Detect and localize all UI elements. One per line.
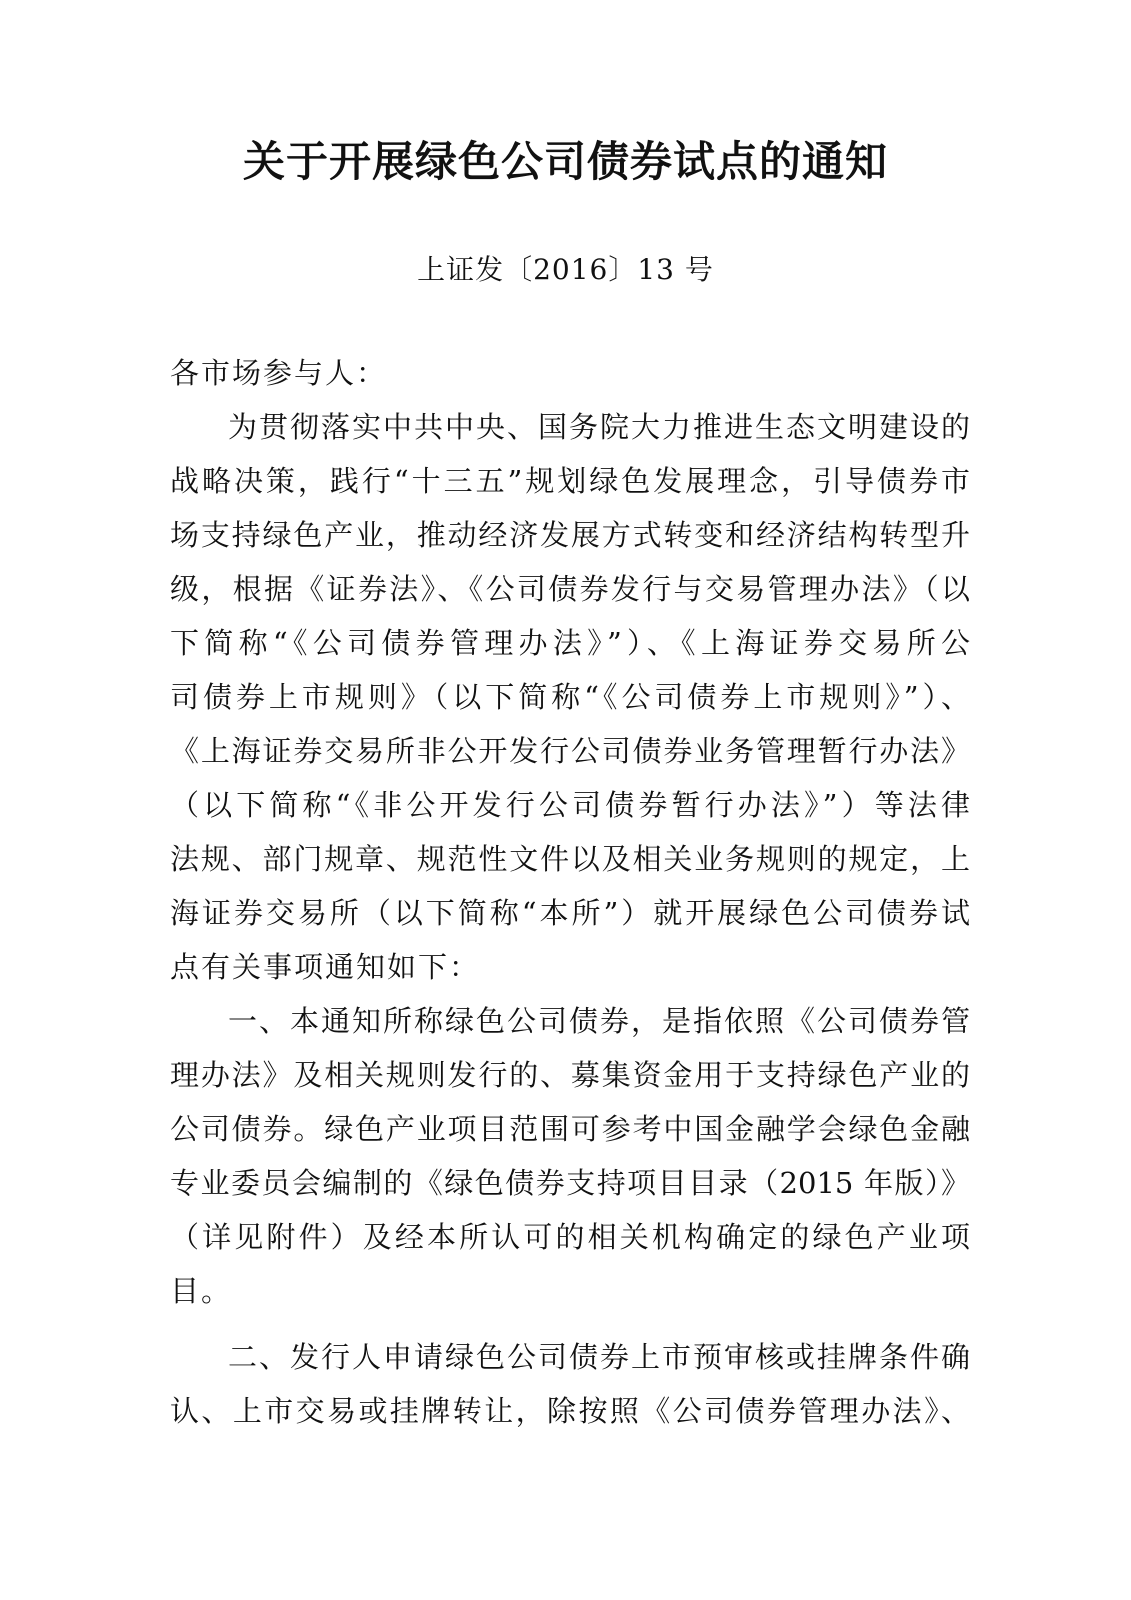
paragraph-1-line: 为贯彻落实中共中央、国务院大力推进生态文明建设的 [228,410,970,444]
paragraph-2-line: （详见附件）及经本所认可的相关机构确定的绿色产业项 [170,1220,970,1254]
paragraph-2-line: 专业委员会编制的《绿色债券支持项目目录（2015 年版）》 [170,1166,970,1200]
salutation: 各市场参与人： [170,356,388,390]
paragraph-1-line: 点有关事项通知如下： [170,950,481,984]
paragraph-1-line: 战略决策，践行“十三五”规划绿色发展理念，引导债券市 [170,464,970,498]
document-title: 关于开展绿色公司债券试点的通知 [242,137,888,186]
paragraph-2-line: 一、本通知所称绿色公司债券，是指依照《公司债券管 [228,1004,970,1038]
paragraph-3-line: 二、发行人申请绿色公司债券上市预审核或挂牌条件确 [228,1340,970,1374]
paragraph-1-line: 《上海证券交易所非公开发行公司债券业务管理暂行办法》 [170,734,970,768]
paragraph-1-line: 法规、部门规章、规范性文件以及相关业务规则的规定，上 [170,842,970,876]
document-body [170,346,970,1438]
paragraph-2-line: 公司债券。绿色产业项目范围可参考中国金融学会绿色金融 [170,1112,970,1146]
paragraph-1-line: 海证券交易所（以下简称“本所”）就开展绿色公司债券试 [170,896,970,930]
paragraph-2-line: 目。 [170,1274,233,1308]
paragraph-1-line: 司债券上市规则》（以下简称“《公司债券上市规则》”）、 [170,680,970,714]
paragraph-1-line: 下简称“《公司债券管理办法》”）、《上海证券交易所公 [170,626,970,660]
paragraph-gap [170,1318,970,1330]
paragraph-2-line: 理办法》及相关规则发行的、募集资金用于支持绿色产业的 [170,1058,970,1092]
document-number: 上证发〔2016〕13 号 [417,253,714,286]
paragraph-1-line: 级，根据《证券法》、《公司债券发行与交易管理办法》（以 [170,572,970,606]
paragraph-3-line: 认、上市交易或挂牌转让，除按照《公司债券管理办法》、 [170,1394,970,1428]
paragraph-1-line: 场支持绿色产业，推动经济发展方式转变和经济结构转型升 [170,518,970,552]
paragraph-1-line: （以下简称“《非公开发行公司债券暂行办法》”）等法律 [170,788,970,822]
